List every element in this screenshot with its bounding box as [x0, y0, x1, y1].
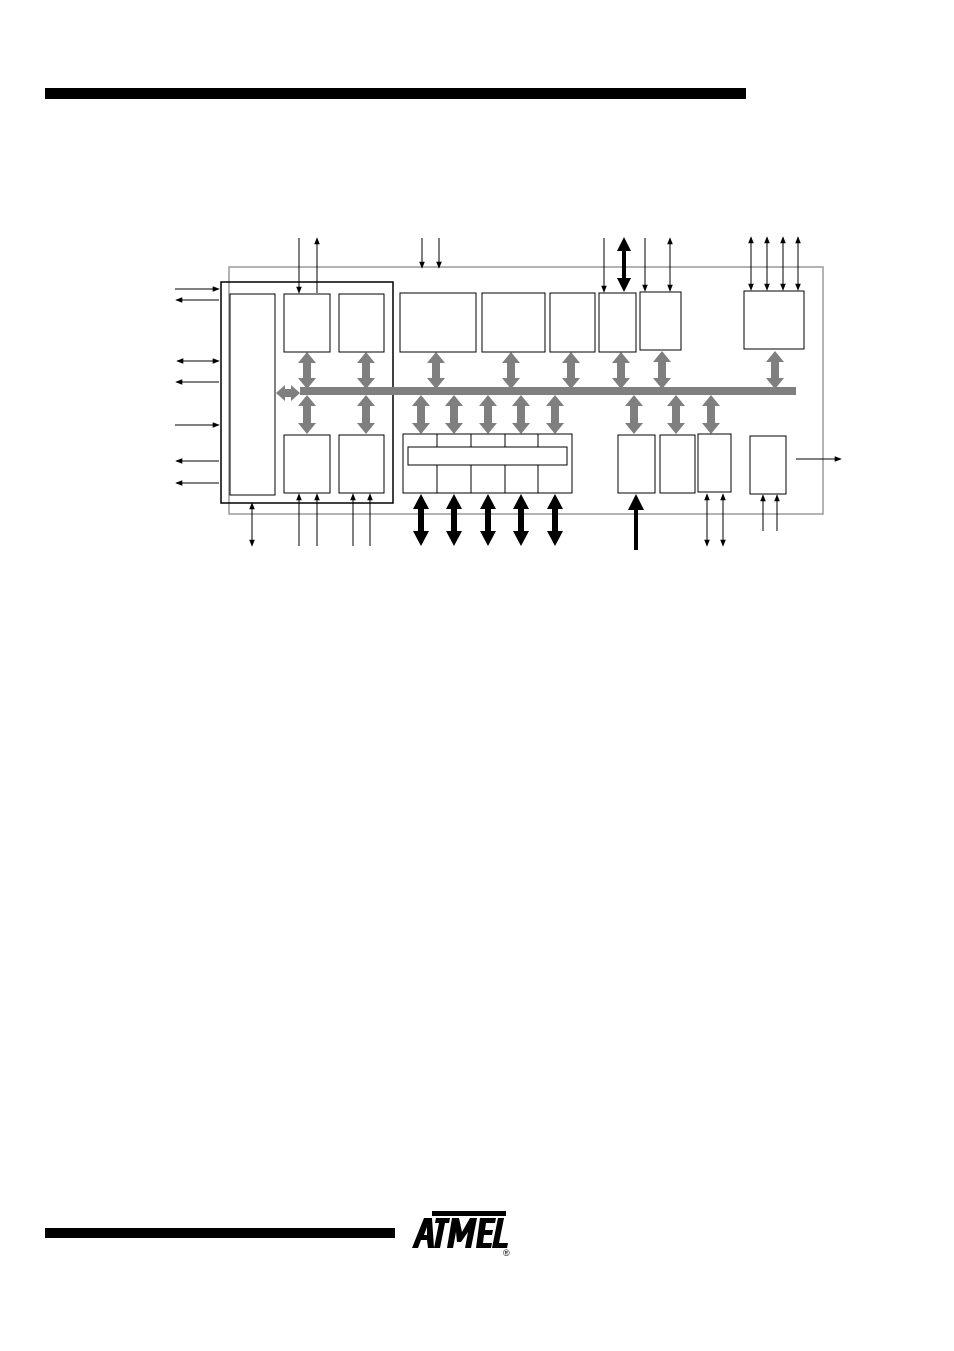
block-left-tall: [230, 294, 275, 495]
block-top-6: [599, 293, 636, 352]
bus-link-left: [276, 385, 300, 401]
block-top-7: [640, 292, 681, 350]
block-top-5: [550, 293, 595, 352]
registered-mark: ®: [503, 1248, 510, 1258]
footer-rule: [45, 1228, 395, 1238]
block-top-right: [744, 291, 804, 349]
block-bottom-1: [284, 435, 330, 493]
block-top-2: [339, 294, 384, 352]
block-top-4: [482, 293, 545, 352]
internal-bus: [300, 387, 796, 395]
block-bottom-7: [618, 435, 655, 493]
block-bottom-2: [339, 435, 384, 493]
block-bottom-8: [660, 435, 695, 493]
block-top-1: [284, 294, 330, 352]
atmel-logo: [410, 1208, 515, 1258]
block-bottom-9: [698, 434, 731, 492]
block-bottom-right: [750, 436, 786, 494]
block-top-3: [400, 293, 476, 352]
